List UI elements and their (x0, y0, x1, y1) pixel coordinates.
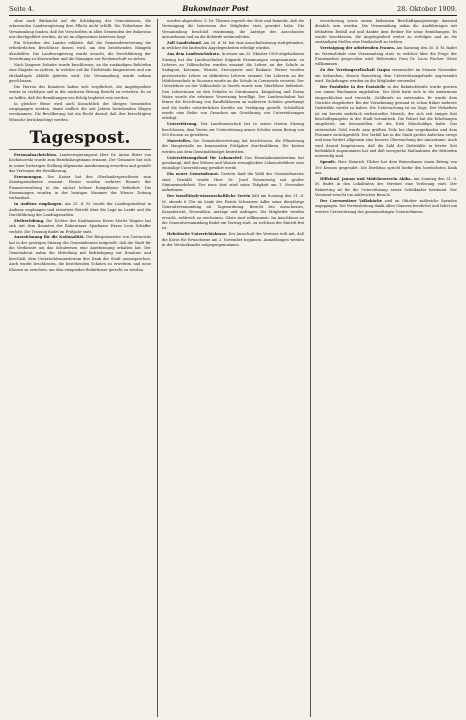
article-text: Der Kaiser hat den Oberlandesgerichtsrat zum Senatspräsidenten ernannt. Ferner wurden mehrere Beamte der Finanzverwaltung in die nächst höhere Rangsklasse befördert. Die Ernennungen wurden in der heutigen Nummer der Wiener Zeitung verlautbart. (9, 174, 151, 201)
article-text: in der Bahnhofstraße wurde gestern von einem Wachmann angehalten. Der Dieb hatte sich in die Amtsräume eingeschlichen und versucht, Geldbriefe zu entwenden. Er wurde dem Gerichte eingeliefert. Bei der Vernehmung gestand er, schon früher mehrere Diebstähle verübt zu haben. Die Untersuchung ist im Zuge. Der Verhaftete ist ein bereits mehrfach vorbestrafter Mensch, der sich seit einiger Zeit beschäftigungslos in der Stadt herumtrieb. Die Polizei hat die Erhebungen eingeleitet, um festzustellen, ob der Dieb Mitschuldige hatte. Das entwendete Geld wurde zum größten Teile bei ihm vorgefunden und dem Postamte zurückgestellt. Der Vorfall hat in der Stadt großes Aufsehen erregt und man fordert allgemein eine bessere Überwachung der Amtsräume. Auch wird darauf hingewiesen, daß die Zahl der Diebstähle in letzter Zeit bedenklich zugenommen hat und daß energische Maßnahmen der Behörden notwendig sind. (315, 84, 457, 159)
article-text: Die Tochter des Kaufmannes Herrn Moritz Wagner hat sich mit dem Beamten der Bukowinaer Sparkasse Herrn Leon Schaffer verlobt. Die Trauung findet im Frühjahr statt. (9, 218, 151, 234)
article-text: Am 26. d. M. hat eine Ausschußsitzung stattgefunden, in welcher die laufenden Angelegenheiten erledigt wurden. (162, 40, 304, 51)
article-text: veranstaltet im Monate November ein Kränzchen, dessen Reinertrag dem Unterstützungsfonde zugewendet wird. Einladungen werden an die Mitglieder versendet. (315, 68, 457, 83)
article-heading: Vereinigung der arbeitenden Frauen. (320, 46, 396, 51)
column-1 (9, 19, 151, 717)
article-text: Am Samstag den 30. d. M. findet im Vereinslokale eine Versammlung statt, in welcher über die Frage der Frauenarbeit gesprochen wird. Referentin: Frau Dr. Lucie Fischer. Gäste willkommen. (315, 46, 457, 67)
article-text: Die Gemeindevertretung hat beschlossen, die Pflasterung der Hauptstraße im kommenden Frühjahre durchzuführen. Die Kosten werden aus dem Gemeindebudget bestritten. (162, 138, 304, 154)
column-3 (310, 19, 457, 717)
article-heading: Zu der Vereinsgesellschaft Gaqua (320, 68, 390, 73)
article-text: Nach längerer Debatte wurde beschlossen, an die zuständigen Behörden eine Eingabe zu richten, in welcher auf die Übelstände hingewiesen und um ehebaldigste Abhilfe gebeten wird. Die Versammlung wurde sodann geschlossen. (9, 62, 151, 83)
article-heading: Hebräische Unterrichtskurse. (167, 232, 228, 237)
article-paragraph (162, 232, 304, 248)
article-paragraph (9, 85, 151, 101)
article-heading: Personalnachrichten. (14, 152, 58, 157)
article-paragraph (9, 153, 151, 174)
page-number: Seite 4. (9, 5, 35, 13)
article-text: Am 25. d. M. wurde der Landespräsident in Audienz empfangen und erstattete Bericht über die Lage im Lande und die Durchführung der Landtagswahlen. (9, 202, 151, 217)
article-paragraph (9, 175, 151, 202)
article-text: Am Sonntag den 31. d. M. findet in den Lokalitäten des Vereines eine Vorlesung statt. Der Reinertrag ist für die Unterstützung armer Schulkinder bestimmt. Der Vorstand ersucht um zahlreichen Besuch. (315, 176, 457, 197)
article-heading: Zivilverlobung. (14, 218, 45, 223)
article-text: ohne auch Rücksicht auf die Schädigung der Gemeinwesen, die erfassenden Landesregierung ihre Pflicht nicht erfüllt. Die Teilnehmer der Versammlung fanden, daß die Vorschriften in allen Gemeinden der Bukowina nur durchgeführt werden, da sie im allgemeinen Interesse liegt. (9, 19, 151, 40)
columns-container (9, 19, 457, 717)
section-title: Tagespost. (9, 127, 151, 150)
article-paragraph (315, 177, 457, 198)
article-heading: Der Postdiebe in der Poststelle (320, 84, 386, 89)
article-text: versicherung sowie einem heilsamen Beschäftigungszweige dauernd dienlich sein werden. Die Versammlung nahm die Ausführungen mit lebhaftem Beifall auf und dankte dem Redner für seine Bemühungen. Es wurde beschlossen, die Angelegenheit weiter zu verfolgen und an die zuständigen Stellen eine Denkschrift zu richten. (315, 19, 457, 45)
article-paragraph (315, 85, 457, 160)
article-heading: Auszeichnung für die Nationalität. (14, 235, 85, 240)
article-paragraph (315, 160, 457, 176)
article-text: Landesregierungsrat Herr Dr. Anton Ritter von Kochanowski wurde zum Bezirkshauptmann ernannt. Der Genannte hat sich in seiner bisherigen Stellung allgemeine Anerkennung erworben und genießt das Vertrauen der Bevölkerung. (9, 152, 151, 173)
article-heading: Der israelitisch-wissenschaftliche Verein (167, 194, 251, 199)
article-paragraph (162, 19, 304, 40)
article-paragraph (162, 172, 304, 193)
masthead: Bukowinaer Post (182, 4, 249, 13)
article-paragraph (162, 122, 304, 138)
article-text: Die Herren des Komitees haben sich verpflichtet, die Angelegenheit weiter zu verfolgen und in der nächsten Sitzung Bericht zu erstatten. Es ist zu hoffen, daß die Bemühungen von Erfolg begleitet sein werden. (9, 84, 151, 100)
article-text: worden abgesehen. S. Dr. Thiesen ergreift das Wort und bemerkt, daß die Vereinigung die Interessen der Mitglieder stets gewahrt habe. Die Versammlung beschloß einstimmig, die Anträge des Ausschusses anzunehmen und an die Behörde weiterzuleiten. (162, 19, 304, 40)
column-2 (157, 19, 304, 717)
article-heading: Ein neuer Gemeindearzt. (167, 172, 220, 177)
article-text: Der Bürgermeister von Czernowitz hat in der gestrigen Sitzung des Gemeinderates mitgeteilt, daß die Stadt für die Verdienste um das Schulwesen eine Anerkennung erhalten hat. Der Gemeinderat nahm die Mitteilung mit Befriedigung zur Kenntnis und beschloß, dem Unterrichtsministerium den Dank der Stadt auszusprechen. Auch wurde beschlossen, die bestehenden Schulen zu erweitern und neue Klassen zu errichten, um dem steigenden Bedürfnisse gerecht zu werden. (9, 235, 151, 272)
article-paragraph (162, 52, 304, 121)
article-text: sind im Oktober zahlreiche Spenden zugegangen. Die Vereinsleitung dankt allen Gönnern herzlichst und bittet um weitere Unterstützung des gemeinnützigen Unternehmens. (315, 198, 457, 214)
article-heading: Hilfsfond. Januar und Mädchenverein Akiba. (320, 176, 412, 181)
article-paragraph (315, 199, 457, 215)
article-paragraph (315, 68, 457, 84)
article-paragraph (9, 102, 151, 123)
article-paragraph (9, 219, 151, 235)
issue-date: 28. Oktober 1909. (396, 5, 457, 13)
article-text: Der Landesausschuß hat in seiner letzten Sitzung beschlossen, dem Verein zur Unterstützung armer Schüler einen Betrag von 500 Kronen zu gewähren. (162, 122, 304, 137)
article-paragraph (315, 19, 457, 46)
article-text: Der Ausschuß des Vereines teilt mit, daß die Kurse für Erwachsene am 2. November beginnen. Anmeldungen werden in der Vereinskanzlei entgegengenommen. (162, 232, 304, 247)
article-paragraph (315, 46, 457, 67)
article-heading: Spende. (320, 160, 337, 165)
article-heading: Unterstützungsfond für Lokomotivf. (167, 155, 243, 160)
article-paragraph (162, 156, 304, 172)
article-heading: Aus dem Landesschulrate. (167, 52, 221, 57)
article-heading: Ernennungen. (14, 174, 43, 179)
article-heading: Unterstützung. (167, 122, 198, 127)
article-text: Herr Heinrich Tilcher hat dem Waisenhause einen Betrag von 100 Kronen gespendet. Die Direktion spricht hiefür den herzlichsten Dank aus. (315, 160, 457, 175)
article-text: Ein Schreiber des Landes erklärte, daß die Gemeindevertretung die erforderlichen Beschlüsse fassen wird, um den bestehenden Mängeln abzuhelfen. Die Landesregierung wurde ersucht, die Durchführung der Verordnung zu überwachen und die Säumigen zur Rechenschaft zu ziehen. (9, 40, 151, 61)
article-heading: In Audienz empfangen. (14, 202, 63, 207)
article-text: In seiner am 23. Oktober 1909 abgehaltenen Sitzung hat der Landesschulrat folgende Ernennungen vorgenommen: zu Lehrern an Volksschulen wurden ernannt die Lehrer an der Schule in Sadagora, Kotzman, Wiznitz, Storozynetz und Radautz. Ferner wurden provisorische Lehrer zu definitiven Lehrern ernannt. Die Lehrerin an der Mädchenschule in Suczawa wurde an die Schule in Czernowitz versetzt. Der Unterlehrer an der Volksschule in Sereth wurde zum Oberlehrer befördert. Den Lehrerinnen an den Schulen in Gurahumora, Kimpolung und Dorna Watra wurde die erbetene Versetzung bewilligt. Der Landesschulrat hat ferner die Errichtung von Parallelklassen an mehreren Schulen genehmigt und die hiefür erforderlichen Kredite zur Verfügung gestellt. Schließlich wurde eine Reihe von Gesuchen um Gewährung von Unterstützungen erledigt. (162, 52, 304, 121)
article-text: Gestern fand die Wahl des Gemeindearztes statt. Gewählt wurde Herr Dr. Josef Rosenzweig mit großer Stimmenmehrheit. Der neue Arzt wird seine Tätigkeit am 1. November aufnehmen. (162, 172, 304, 193)
article-paragraph (162, 194, 304, 231)
article-paragraph (9, 41, 151, 62)
article-paragraph (9, 19, 151, 40)
article-heading: Materielles. (167, 138, 192, 143)
article-text: hält am Sonntag den 31. d. M. abends 8 Uhr im Saale des Hotels Schwarzer Adler seine diesjährige Generalversammlung ab. Tagesordnung: Bericht des Ausschusses, Kassabericht, Neuwahlen, Anträge und Anfragen. Die Mitglieder werden ersucht, zahlreich zu erscheinen. Gäste sind willkommen. Im Anschlusse an die Generalversammlung findet ein Vortrag statt, zu welchem der Eintritt frei ist. (162, 194, 304, 231)
article-paragraph (9, 235, 151, 272)
article-text: In gleicher Weise wird auch hinsichtlich der übrigen Gemeinden vorgegangen werden, damit endlich die seit Jahren bestehenden Klagen verstummen. Die Bevölkerung hat ein Recht darauf, daß ihre berechtigten Wünsche berücksichtigt werden. (9, 101, 151, 122)
article-paragraph (9, 63, 151, 84)
article-heading: Der Czernowitzer Volksküche (320, 198, 383, 203)
article-paragraph (9, 202, 151, 218)
article-heading: Zoll Landesbund. (167, 40, 203, 45)
article-paragraph (162, 139, 304, 155)
page-header (9, 4, 457, 16)
article-text: Das Eisenbahnministerium hat genehmigt, daß den Witwen und Waisen verunglückter Lokomotivführer eine einmalige Unterstützung gewährt werde. (162, 155, 304, 171)
article-paragraph (162, 41, 304, 52)
